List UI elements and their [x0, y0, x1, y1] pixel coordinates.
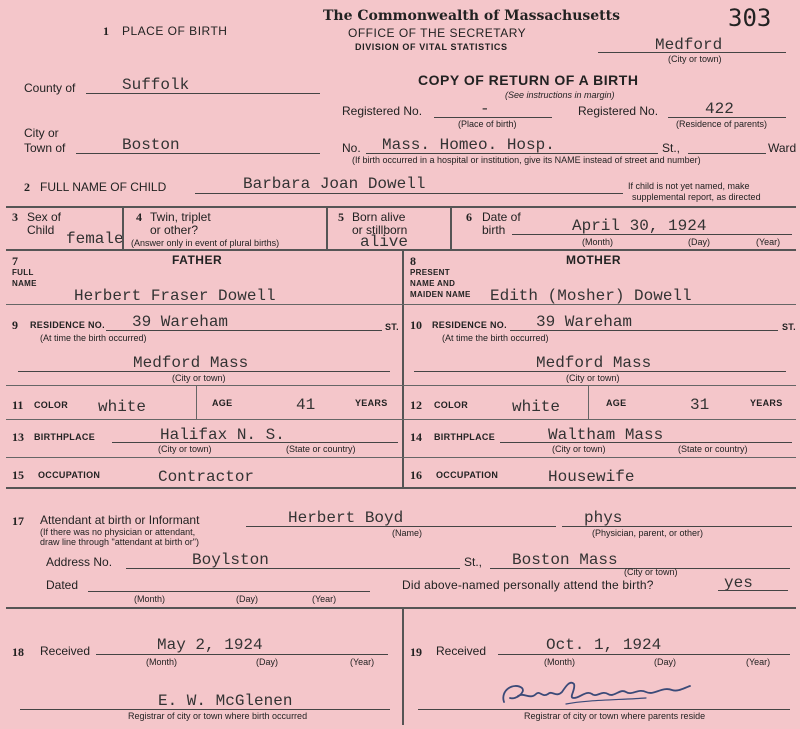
address-value: Boylston — [192, 551, 269, 569]
mother-name-label-2: MAIDEN NAME — [410, 290, 471, 299]
sex-label-2: Child — [27, 223, 55, 237]
birth-date-value: April 30, 1924 — [572, 217, 707, 235]
field-number-14: 14 — [410, 430, 422, 444]
dated-year-caption: (Year) — [312, 594, 337, 604]
address-city-value: Boston Mass — [512, 551, 618, 569]
father-residence-note: (At time the birth occurred) — [40, 333, 147, 343]
father-birthplace-label: BIRTHPLACE — [34, 432, 95, 442]
dated-label: Dated — [46, 578, 79, 592]
mother-present-label: PRESENT — [410, 268, 450, 277]
field-number-18: 18 — [12, 645, 24, 659]
father-years-label: YEARS — [355, 398, 388, 408]
twin-label-1: Twin, triplet — [150, 210, 211, 224]
street-st-label: St., — [662, 141, 681, 155]
mother-age-label: AGE — [606, 398, 627, 408]
sex-label-1: Sex of — [27, 210, 62, 224]
received-18-value: May 2, 1924 — [157, 636, 263, 654]
address-city-caption: (City or town) — [624, 567, 678, 577]
field-number-15: 15 — [12, 468, 24, 482]
county-value: Suffolk — [122, 76, 190, 94]
field-number-13: 13 — [12, 430, 24, 444]
mother-residence-label: RESIDENCE NO. — [432, 320, 507, 330]
attended-question: Did above-named personally attend the birth? — [402, 578, 654, 592]
child-name-note-2: supplemental report, as directed — [632, 192, 761, 202]
registrar-caption: Registrar of city or town where birth occurred — [128, 711, 308, 721]
place-of-birth-label: PLACE OF BIRTH — [122, 24, 228, 38]
mother-color-label: COLOR — [434, 400, 468, 410]
received-18-day-caption: (Day) — [256, 657, 278, 667]
record-number: 303 — [728, 4, 772, 32]
attendant-title-caption: (Physician, parent, or other) — [592, 528, 704, 538]
mother-occupation-label: OCCUPATION — [436, 470, 499, 480]
received-19-day-caption: (Day) — [654, 657, 676, 667]
mother-heading: MOTHER — [566, 253, 621, 267]
received-19-label: Received — [436, 644, 487, 658]
instructions-note: (See instructions in margin) — [505, 90, 615, 100]
born-value: alive — [360, 233, 409, 251]
field-number-8: 8 — [410, 254, 416, 268]
registered-no2-caption: (Residence of parents) — [676, 119, 768, 129]
mother-years-label: YEARS — [750, 398, 783, 408]
field-number-1: 1 — [103, 24, 109, 38]
father-color-value: white — [98, 398, 147, 416]
field-number-6: 6 — [466, 210, 472, 224]
street-value: Mass. Homeo. Hosp. — [382, 136, 555, 154]
registered-no-caption: (Place of birth) — [458, 119, 517, 129]
birth-year-caption: (Year) — [756, 237, 781, 247]
address-st-label: St., — [464, 555, 483, 569]
mother-residence-value: 39 Wareham — [536, 313, 633, 331]
father-occupation-label: OCCUPATION — [38, 470, 101, 480]
registered-no2-value: 422 — [705, 100, 734, 118]
child-name-note-1: If child is not yet named, make — [628, 181, 750, 191]
father-residence-value: 39 Wareham — [132, 313, 229, 331]
attendant-note-1: (If there was no physician or attendant, — [40, 527, 196, 537]
father-color-label: COLOR — [34, 400, 68, 410]
mother-name-value: Edith (Mosher) Dowell — [490, 287, 692, 305]
father-birthplace-value: Halifax N. S. — [160, 426, 285, 444]
father-name-label: NAME — [12, 279, 37, 288]
address-label: Address No. — [46, 555, 113, 569]
field-number-17: 17 — [12, 514, 24, 528]
mother-color-value: white — [512, 398, 561, 416]
father-residence-label: RESIDENCE NO. — [30, 320, 105, 330]
field-number-9: 9 — [12, 318, 18, 332]
date-label-2: birth — [482, 223, 506, 237]
father-heading: FATHER — [172, 253, 223, 267]
received-18-month-caption: (Month) — [146, 657, 178, 667]
mother-age-value: 31 — [690, 396, 710, 414]
dated-month-caption: (Month) — [134, 594, 166, 604]
child-name-value: Barbara Joan Dowell — [243, 175, 426, 193]
dated-day-caption: (Day) — [236, 594, 258, 604]
mother-birthplace-caption-1: (City or town) — [552, 444, 606, 454]
field-number-16: 16 — [410, 468, 422, 482]
father-city-caption: (City or town) — [172, 373, 226, 383]
twin-note: (Answer only in event of plural births) — [131, 238, 280, 248]
mother-st-label: ST. — [782, 322, 796, 332]
father-occupation-value: Contractor — [158, 468, 255, 486]
received-19-value: Oct. 1, 1924 — [546, 636, 662, 654]
registrar-signature — [496, 676, 696, 712]
twin-label-2: or other? — [150, 223, 199, 237]
commonwealth-title: The Commonwealth of Massachusetts — [323, 8, 620, 24]
mother-name-label-1: NAME AND — [410, 279, 456, 288]
child-name-label: FULL NAME OF CHILD — [40, 180, 167, 194]
field-number-10: 10 — [410, 318, 422, 332]
county-label: County of — [24, 81, 76, 95]
division-vital-statistics: DIVISION OF VITAL STATISTICS — [355, 42, 508, 52]
field-number-19: 19 — [410, 645, 422, 659]
no-label: No. — [342, 141, 361, 155]
field-number-3: 3 — [12, 210, 18, 224]
mother-occupation-value: Housewife — [548, 468, 635, 486]
father-age-value: 41 — [296, 396, 316, 414]
field-number-4: 4 — [136, 210, 142, 224]
attended-value: yes — [724, 574, 753, 592]
birth-city-value: Boston — [122, 136, 180, 154]
mother-city-caption: (City or town) — [566, 373, 620, 383]
mother-birthplace-label: BIRTHPLACE — [434, 432, 495, 442]
ward-label: Ward — [768, 141, 797, 155]
received-19-month-caption: (Month) — [544, 657, 576, 667]
mother-city-value: Medford Mass — [536, 354, 652, 372]
town-of-label: Town of — [24, 141, 66, 155]
hospital-note: (If birth occurred in a hospital or institution, give its NAME instead of street and number) — [352, 155, 701, 165]
received-19-year-caption: (Year) — [746, 657, 771, 667]
field-number-7: 7 — [12, 254, 18, 268]
mother-birthplace-caption-2: (State or country) — [678, 444, 748, 454]
attendant-note-2: draw line through "attendant at birth or") — [40, 537, 199, 547]
father-birthplace-caption-1: (City or town) — [158, 444, 212, 454]
father-st-label: ST. — [385, 322, 399, 332]
field-number-5: 5 — [338, 210, 344, 224]
received-18-year-caption: (Year) — [350, 657, 375, 667]
registrar2-caption: Registrar of city or town where parents reside — [524, 711, 706, 721]
registered-no-label: Registered No. — [342, 104, 423, 118]
field-number-11: 11 — [12, 398, 24, 412]
registered-no-value: - — [480, 100, 490, 118]
born-label-2: or stillborn — [352, 223, 408, 237]
father-full-label: FULL — [12, 268, 34, 277]
registered-no2-label: Registered No. — [578, 104, 659, 118]
attendant-title-value: phys — [584, 509, 623, 527]
header-city-caption: (City or town) — [668, 54, 722, 64]
header-city-value: Medford — [655, 36, 723, 54]
field-number-12: 12 — [410, 398, 422, 412]
attendant-name-value: Herbert Boyd — [288, 509, 404, 527]
sex-value: female — [66, 230, 124, 248]
received-18-label: Received — [40, 644, 91, 658]
father-city-value: Medford Mass — [133, 354, 249, 372]
father-age-label: AGE — [212, 398, 233, 408]
field-number-2: 2 — [24, 180, 30, 194]
mother-residence-note: (At time the birth occurred) — [442, 333, 549, 343]
attendant-label: Attendant at birth or Informant — [40, 513, 200, 527]
city-or-label: City or — [24, 126, 59, 140]
birth-day-caption: (Day) — [688, 237, 710, 247]
born-label-1: Born alive — [352, 210, 406, 224]
office-of-secretary: OFFICE OF THE SECRETARY — [348, 26, 527, 40]
document-title: COPY OF RETURN OF A BIRTH — [418, 72, 639, 88]
attendant-name-caption: (Name) — [392, 528, 423, 538]
birth-month-caption: (Month) — [582, 237, 614, 247]
father-name-value: Herbert Fraser Dowell — [74, 287, 276, 305]
date-label-1: Date of — [482, 210, 521, 224]
mother-birthplace-value: Waltham Mass — [548, 426, 664, 444]
registrar-value: E. W. McGlenen — [158, 692, 293, 710]
father-birthplace-caption-2: (State or country) — [286, 444, 356, 454]
